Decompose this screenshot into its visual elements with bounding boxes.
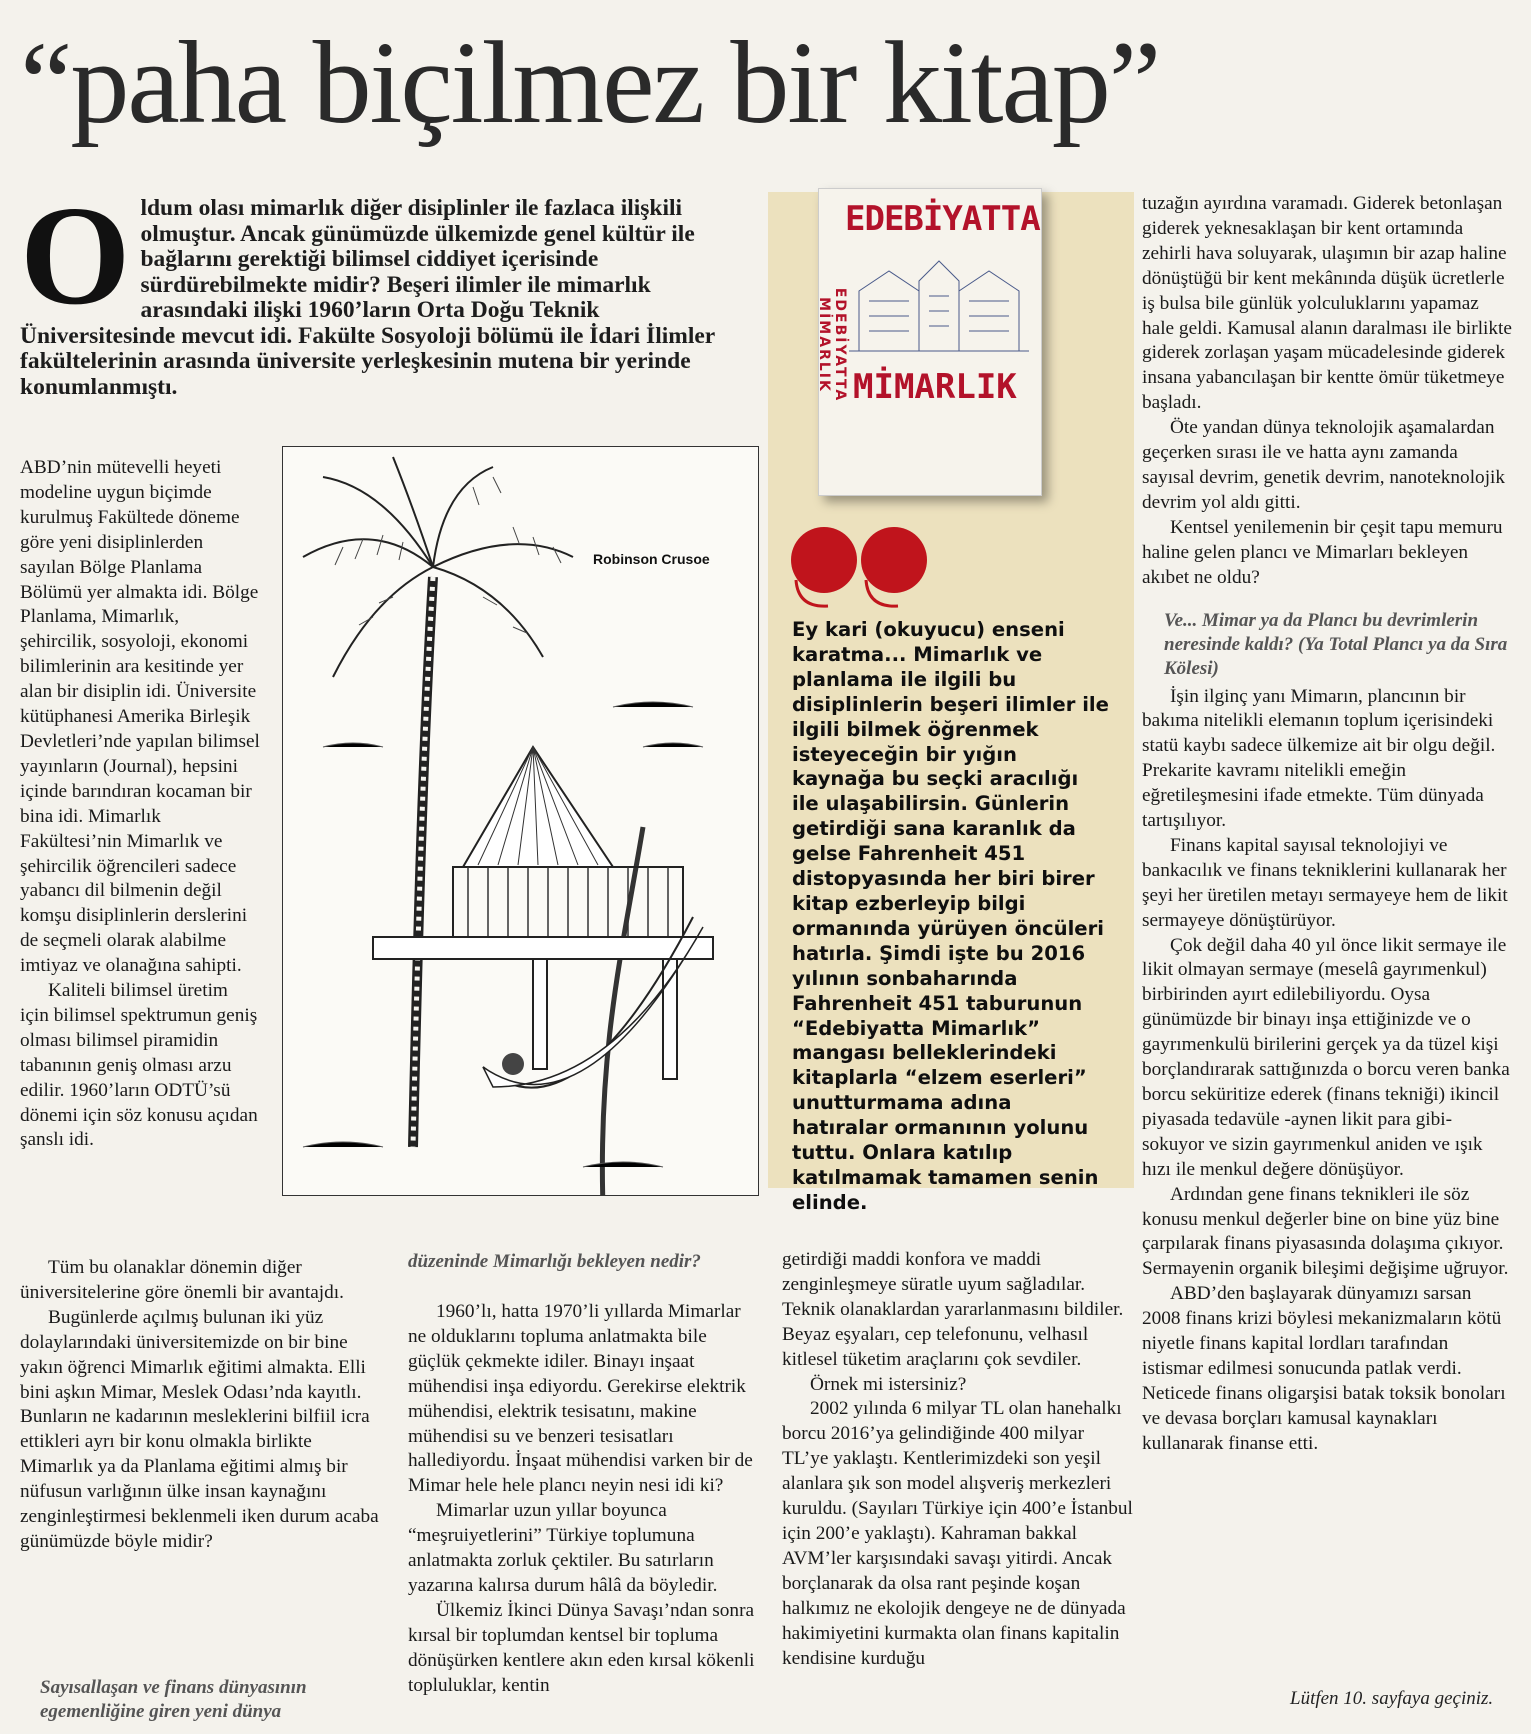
- column-1-paragraph: ABD’nin mütevelli heyeti modeline uygun biçimde kurulmuş Fakültede döneme göre yeni disiplinlerden sayılan Bölge Planlama Bölümü yer almakta idi. Bölge Planlama, Mimarlık, şehircilik, sosyoloji, ekonomi bilimlerinin ara kesitinde yer alan bir disiplin idi. Üniversite kütüphanesi Amerika Birleşik Devletleri’nde yapılan bilimsel yayınların (Journal), hepsini içinde barındıran kocaman bir bina idi. Mimarlık Fakültesi’nin Mimarlık ve şehircilik öğrencileri sadece yabancı dil bilmenin değil komşu disiplinlerin derslerini de seçmeli olarak alabilme imtiyaz ve olanağına sahipti.: [20, 457, 260, 977]
- column-4-subhead: Ve... Mimar ya da Plancı bu devrimlerin neresinde kaldı? (Ya Total Plancı ya da Sıra Kölesi): [1164, 609, 1508, 679]
- column-2-subhead: düzeninde Mimarlığı bekleyen nedir?: [408, 1251, 701, 1272]
- column-4-paragraph: Ardından gene finans teknikleri ile söz konusu menkul değerler bine on bine yüz bine çarpılarak finans piyasasında dolaşıma çıkıyor. Sermayenin organik bileşimi değişime uğruyor.: [1142, 1183, 1509, 1280]
- column-1-paragraph: Kaliteli bilimsel üretim için bilimsel spektrumun geniş olması bilimsel piramidin tabanının geniş olması arzu edilir. 1960’ların ODTÜ’sü dönemi için söz konusu açıdan şanslı idi.: [20, 980, 258, 1151]
- headline: “paha biçilmez bir kitap”: [20, 17, 1160, 148]
- column-1-paragraph: Tüm bu olanaklar dönemin diğer üniversitelerine göre önemli bir avantajdı.: [20, 1257, 344, 1303]
- column-2: [408, 1300, 762, 1699]
- column-4-paragraph: tuzağın ayırdına varamadı. Giderek betonlaşan giderek yeknesaklaşan bir kent ortamında zehirli hava soluyarak, ulaşımın bir azap haline dönüştüğü bir kent mekânında düşük ücretlerle iş bulsa bile günlük yolculuklarını yapamaz hale geldi. Kamusal alanın daralması ile birlikte giderek zorlaşan yaşam mücadelesinde giderek insana yabancılaşan bir kentte ömür tüketmeye başladı.: [1142, 193, 1512, 414]
- lead-paragraph: [20, 176, 755, 400]
- column-1-subhead: Sayısallaşan ve finans dünyasının egemenliğine giren yeni dünya: [40, 1677, 307, 1722]
- column-4-paragraph: Finans kapital sayısal teknolojiyi ve bankacılık ve finans tekniklerini kullanarak her şeyi her üretilen metayı sermayeye hem de likit sermayeye dönüştürüyor.: [1142, 834, 1508, 931]
- column-2-paragraph: Ülkemiz İkinci Dünya Savaşı’ndan sonra kırsal bir toplumdan kentsel bir topluma dönüşürken kentlere akın eden kırsal kökenli topluluklar, kentin: [408, 1599, 755, 1696]
- column-4: [1142, 192, 1512, 1457]
- sidebar-quote: Ey kari (okuyucu) enseni karatma... Mimarlık ve planlama ile ilgili bu disiplinlerin beşeri ilimler ile ilgili bilmek öğrenmek isteyeceğin bir yığın kaynağa bu seçki aracılığı ile ulaşabilirsin. Günlerin getirdiği sana karanlık da gelse Fahrenheit 451 distopyasında her biri birer kitap ezberleyip bilgi ormanında yürüyen öncüleri hatırla. Şimdi işte bu 2016 yılının sonbaharında Fahrenheit 451 taburunun “Edebiyatta Mimarlık” mangası belleklerindeki kitaplarla “elzem eserleri” unutturmama adına hatıralar ormanının yolunu tuttu. Onlara katılıp katılmamak tamamen senin elinde.: [792, 618, 1109, 1214]
- column-3-paragraph: getirdiği maddi konfora ve maddi zenginleşmeye süratle uyum sağladılar. Teknik olanaklardan yararlanmasını bildiler. Beyaz eşyaları, cep telefonunu, velhasıl kitlesel tüketim araçlarını çok sevdiler.: [782, 1249, 1124, 1370]
- illustration-caption: Robinson Crusoe: [593, 551, 710, 567]
- drop-cap: O: [20, 176, 131, 334]
- column-3-paragraph: Örnek mi istersiniz?: [810, 1373, 967, 1395]
- illustration-frame: [282, 446, 759, 1196]
- book-spine-text: EDEBİYATTA MİMARLIK: [816, 287, 848, 403]
- column-1-paragraph: Bugünlerde açılmış bulunan iki yüz dolaylarındaki üniversitemizde on bir bine yakın öğrenci Mimarlık eğitimi almakta. Elli bini aşkın Mimar, Meslek Odası’nda kayıtlı. Bunların ne kadarının mesleklerini bilfiil icra ettikleri ayrı bir konu olmakla birlikte Mimarlık ya da Planlama eğitimi almış bir nüfusun varlığının ülke insan kaynağını zenginleştirmesi beklenmeli iken durum acaba günümüzde böyle midir?: [20, 1306, 379, 1552]
- building-drawing-icon: [849, 251, 1029, 361]
- quote-marks-icon: [788, 520, 938, 610]
- book-cover: [818, 188, 1042, 496]
- book-title-line2: MİMARLIK: [853, 367, 1017, 407]
- lead-text: ldum olası mimarlık diğer disiplinler ile fazlaca ilişkili olmuştur. Ancak günümüzde ülkemizde genel kültür ile bağlarını gerektiği bilimsel ciddiyet içerisinde sürdürebilmekte midir? Beşeri ilimler ile mimarlık arasındaki ilişki 1960’ların Orta Doğu Teknik Üniversitesinde mevcut idi. Fakülte Sosyoloji bölümü ile İdari İlimler fakültelerinin arasında üniversite yerleşkesinin mutena bir yerinde konumlanmıştı.: [20, 195, 715, 400]
- column-4-paragraph: Kentsel yenilemenin bir çeşit tapu memuru haline gelen plancı ve Mimarları bekleyen akıbet ne oldu?: [1142, 516, 1503, 588]
- column-2-paragraph: 1960’lı, hatta 1970’li yıllarda Mimarlar ne olduklarını topluma anlatmakta bile güçlük çekmekte idiler. Binayı inşaat mühendisi inşa ediyordu. Gerekirse elektrik mühendisi, elektrik tesisatını, makine mühendisi su ve benzeri tesisatları hallediyordu. İnşaat mühendisi varken bir de Mimar hele hele plancı neyin nesi idi ki?: [408, 1301, 753, 1497]
- column-1: [20, 456, 260, 1153]
- continue-note: Lütfen 10. sayfaya geçiniz.: [1290, 1688, 1494, 1709]
- column-1-lower: [20, 1256, 388, 1555]
- column-4-paragraph: Çok değil daha 40 yıl önce likit sermaye ile likit olmayan sermaye (meselâ gayrımenkul) birbirinden ayırt edilebiliyordu. Oysa günümüzde bir binayı inşa ettiğinizde ve o gayrımenkulü birilerini gerçek ya da tüzel kişi borçlandırarak sattığınızda o borcu veren banka borcu seküritize ederek (finans tekniği) ikincil piyasada tedavüle -aynen likit para gibi- sokuyor ve sizin gayrımenkul aniden ve ışık hızı ile menkul değere dönüşüyor.: [1142, 934, 1510, 1180]
- column-4-paragraph: İşin ilginç yanı Mimarın, plancının bir bakıma nitelikli elemanın toplum içerisindeki statü kaybı sadece ülkemize ait bir olgu değil. Prekarite kavramı nitelikli emeğin eğretileşmesini ifade etmekte. Tüm dünyada tartışılıyor.: [1142, 685, 1496, 832]
- column-3-paragraph: 2002 yılında 6 milyar TL olan hanehalkı borcu 2016’ya gelindiğinde 400 milyar TL’ye yaklaştı. Kentlerimizdeki son yeşil alanlara şık son model alışveriş merkezleri kuruldu. (Sayıları Türkiye için 400’e İstanbul için 200’e yaklaştı). Kahraman bakkal AVM’ler karşısındaki savaşı yitirdi. Ancak borçlanarak da olsa rant peşinde koşan halkımız ne ekolojik dengeye ne de dünyada hakimiyetini kurmakta olan finans kapitalin kendisine kurduğu: [782, 1398, 1133, 1669]
- column-3: [782, 1248, 1134, 1671]
- column-4-paragraph: Öte yandan dünya teknolojik aşamalardan geçerken sırası ile ve hatta aynı zamanda sayısal devrim, genetik devrim, nanoteknolojik devrim yol aldı gitti.: [1142, 417, 1506, 513]
- column-2-paragraph: Mimarlar uzun yıllar boyunca “meşruiyetlerini” Türkiye toplumuna anlatmakta zorluk çektiler. Bu satırların yazarına kalırsa durum hâlâ da böyledir.: [408, 1500, 718, 1596]
- book-title-line1: EDEBİYATTA: [845, 199, 1040, 239]
- column-4-paragraph: ABD’den başlayarak dünyamızı sarsan 2008 finans krizi böylesi mekanizmaların kötü niyetle finans kapital lordları tarafından istismar edilmesi sonucunda patlak verdi. Neticede finans oligarşisi batak toksik bonoları ve devasa borçları kamusal kaynakları kullanarak finanse etti.: [1142, 1283, 1506, 1454]
